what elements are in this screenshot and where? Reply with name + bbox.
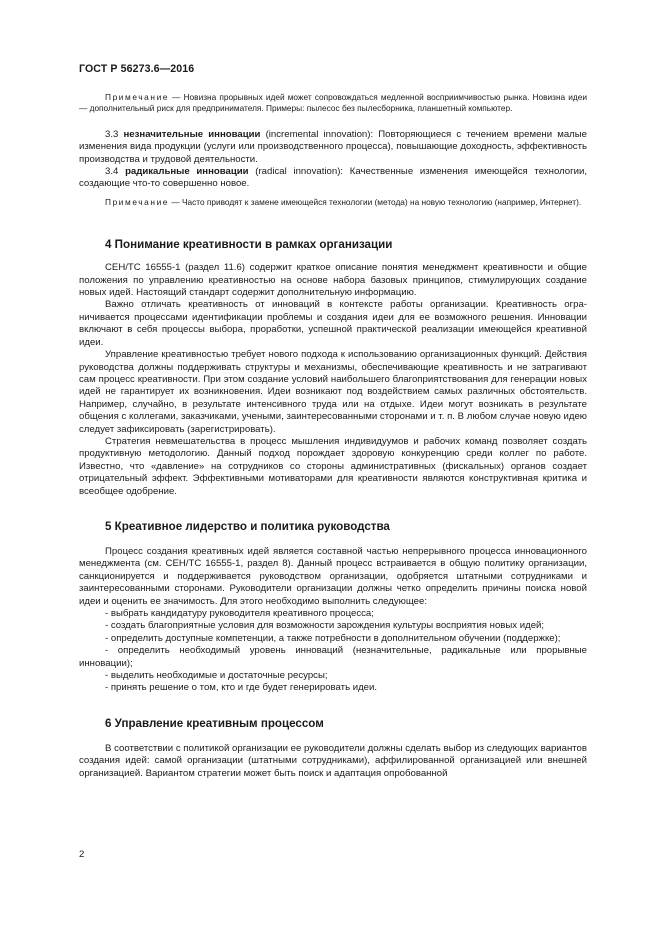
- page-content: [79, 92, 587, 780]
- term-definition: (radical innovation): Качественные изменения имеющейся технологии, создающие что-то совершенно новое.: [79, 166, 587, 190]
- section-6-heading: 6 Управление креативным процессом: [105, 716, 324, 730]
- list-item: - определить доступные компетенции, а также потребности в дополнительном обучении (поддержке);: [105, 632, 561, 644]
- section-6-paragraph: В соответствии с политикой организации ее руководители должны сделать выбор из следующих вариантов создания идей: самой организации (штатными сотрудниками), аффилированной организацией или внешней организацией. Вариантом стратегии может быть поиск и адаптация опробованной: [79, 742, 587, 779]
- document-header: ГОСТ Р 56273.6—2016: [79, 63, 195, 75]
- section-4-paragraph: Управление креативностью требует нового подхода к использованию организационных функций. Действия руководства должны поддерживать структуры и механизмы, обеспечивающие креативность и не затрагивают сам процесс креативности. При этом создание условий наибольшего благоприятствования для генерации новых идей не гарантирует их возникновения. Идеи возникают под воздействием самых различных обстоятельств. Например, случайно, в результате интенсивного труда или на отдыхе. Идеи могут возникать в результате общения с коллегами, заказчиками, учеными, заинтересованными сторонами и т. п. В любом случае новую идею следует зафиксировать (зарегистрировать).: [79, 349, 587, 435]
- note-label: Примечание: [105, 92, 170, 102]
- note-1: [79, 92, 587, 115]
- term-number: 3.4: [105, 166, 126, 178]
- term-name: незначительные инновации: [123, 128, 261, 140]
- note-text: — Часто приводят к замене имеющейся технологии (метода) на новую технологию (например, Интернет).: [169, 196, 582, 207]
- page-number: 2: [79, 849, 85, 860]
- section-4-paragraph: CEH/TC 16555-1 (раздел 11.6) содержит краткое описание понятия менеджмент креативности и общие положения по управлению креативностью на основе набора базовых принципов, стимулирующих создание новых идей. Настоящий стандарт содержит дополнительную информацию.: [79, 262, 587, 299]
- term-3-4: [79, 166, 587, 191]
- list-item: - создать благоприятные условия для возможности зарождения культуры восприятия новых идей;: [105, 620, 545, 632]
- section-5-heading: 5 Креативное лидерство и политика руководства: [105, 519, 390, 533]
- section-4-paragraph: Стратегия невмешательства в процесс мышления индивидуумов и рабочих команд позволяет создать продуктивную методологию. Данный подход порождает здоровую конкуренцию среди коллег по работе. Известно, что «давление» на сотрудников со стороны административных (фискальных) органов создает отрицательный эффект. Эффективными мотиваторами для креативности являются конструктивная критика и всеобщее одобрение.: [79, 435, 587, 497]
- term-name: радикальные инновации: [125, 166, 249, 178]
- note-text: — Новизна прорывных идей может сопровождаться медленной восприимчивостью рынка. Новизна идеи — дополнительный риск для предпринимателя. Примеры: пылесос без пылесборника, планшетный компьютер.: [79, 92, 587, 114]
- section-6-body: [79, 743, 587, 780]
- list-item: - выбрать кандидатуру руководителя креативного процесса;: [105, 608, 374, 619]
- section-4-body: [79, 262, 587, 498]
- section-4-heading: 4 Понимание креативности в рамках организации: [105, 238, 393, 252]
- term-number: 3.3: [105, 128, 124, 140]
- section-5-body: [79, 546, 587, 695]
- term-definition: (incremental innovation): Повторяющиеся с течением времени малые изменения вида продукции (услуги или производственного процесса), повышающие доходность, эффективность производства и трудовой деятельности.: [79, 128, 587, 165]
- section-4-paragraph: Важно отличать креативность от инноваций в контексте работы организации. Креативность ограничивается процессами идентификации проблемы и создания идеи для ее возможного решения. Инновации включают в себя процессы выбора, проработки, успешной практической реализации имеющейся креативной идеи.: [79, 299, 587, 348]
- section-5-paragraph: Процесс создания креативных идей является составной частью непрерывного процесса инновационного менеджмента (см. CEH/TC 16555-1, раздел 8). Данный процесс встраивается в общую политику организации, санкционируется и поддерживается руководством организации, одобряется штатными сотрудниками и заинтересованными сторонами. Руководители организации должны четко определить причины поиска новой идеи и оценить ее значимость. Для этого необходимо выполнить следующее:: [79, 545, 587, 607]
- list-item: - принять решение о том, кто и где будет генерировать идеи.: [105, 682, 378, 694]
- term-3-3: [79, 129, 587, 166]
- list-item: - определить необходимый уровень инноваций (незначительные, радикальные или прорывные инновации);: [79, 645, 587, 669]
- note-label: Примечание: [105, 196, 170, 207]
- list-item: - выделить необходимые и достаточные ресурсы;: [105, 670, 328, 682]
- note-2: [79, 197, 587, 208]
